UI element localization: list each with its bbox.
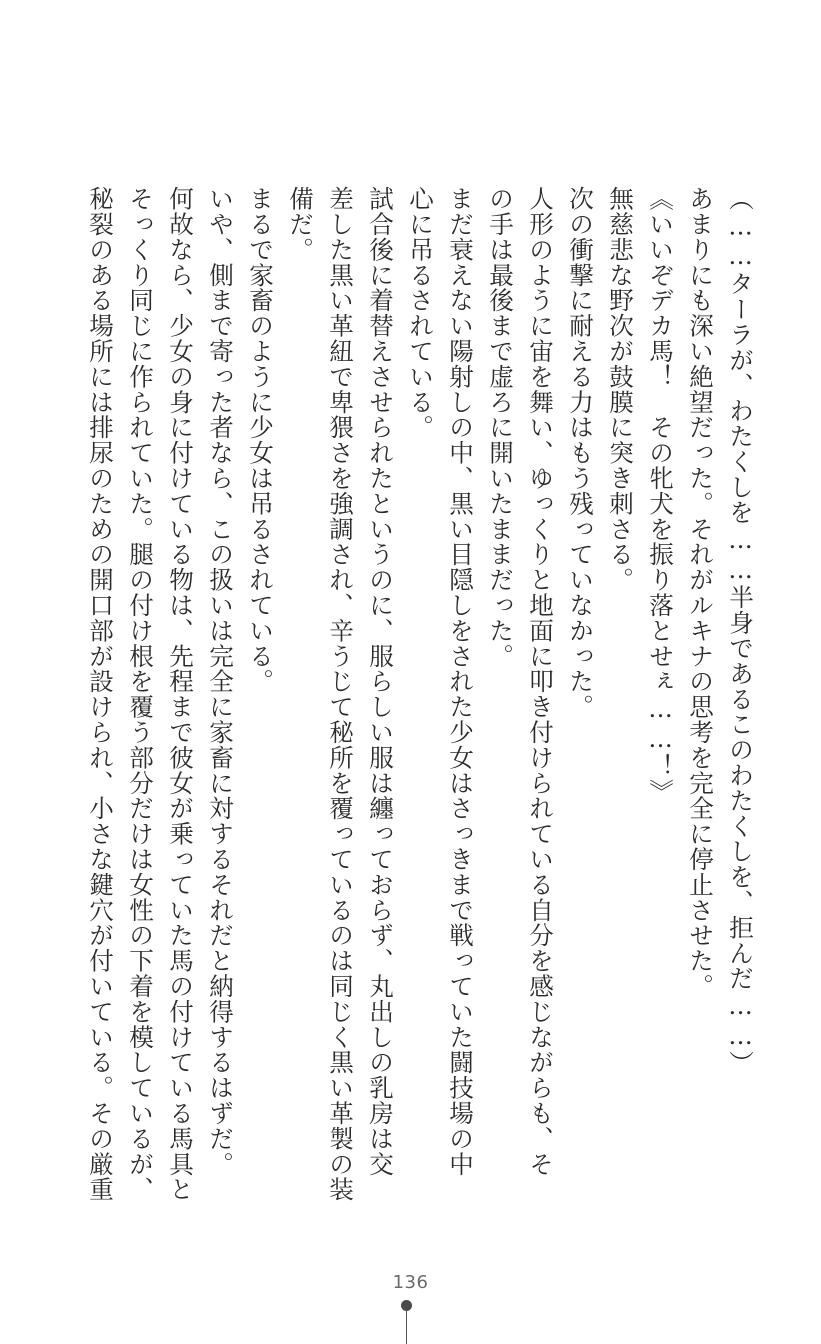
text-line: 秘裂のある場所には排尿のための開口部が設けられ、小さな鍵穴が付いている。その厳重 bbox=[86, 186, 115, 1202]
page-number: 136 bbox=[392, 1272, 429, 1293]
page-marker-line bbox=[406, 1310, 407, 1344]
text-line: 何故なら、少女の身に付けている物は、先程まで彼女が乗っていた馬の付けている馬具と bbox=[166, 186, 195, 1202]
text-line: 次の衝撃に耐える力はもう残っていなかった。 bbox=[566, 186, 595, 720]
text-line: 試合後に着替えさせられたというのに、服らしい服は纏っておらず、丸出しの乳房は交 bbox=[366, 186, 395, 1177]
text-line: （……ターラが、わたくしを……半身であるこのわたくしを、拒んだ……） bbox=[726, 186, 755, 1076]
text-line: まだ衰えない陽射しの中、黒い目隠しをされた少女はさっきまで戦っていた闘技場の中 bbox=[446, 186, 475, 1177]
text-line: の手は最後まで虚ろに開いたままだった。 bbox=[486, 186, 515, 669]
text-line: 《いいぞデカ馬！ その牝犬を振り落とせぇ……！》 bbox=[646, 186, 675, 805]
text-line: そっくり同じに作られていた。腿の付け根を覆う部分だけは女性の下着を模しているが、 bbox=[126, 186, 155, 1202]
text-line: まるで家畜のように少女は吊るされている。 bbox=[246, 186, 275, 694]
text-line: 備だ。 bbox=[286, 186, 315, 263]
vertical-text-body bbox=[86, 186, 760, 1202]
text-line: 心に吊るされている。 bbox=[406, 186, 435, 440]
text-line: 無慈悲な野次が鼓膜に突き刺さる。 bbox=[606, 186, 635, 593]
text-line: あまりにも深い絶望だった。それがルキナの思考を完全に停止させた。 bbox=[686, 186, 715, 999]
page-footer bbox=[0, 1272, 821, 1344]
text-line: いや、側まで寄った者なら、この扱いは完全に家畜に対するそれだと納得するはずだ。 bbox=[206, 186, 235, 1177]
text-line: 人形のように宙を舞い、ゆっくりと地面に叩き付けられている自分を感じながらも、そ bbox=[526, 186, 555, 1177]
text-line: 差した黒い革紐で卑猥さを強調され、辛うじて秘所を覆っているのは同じく黒い革製の装 bbox=[326, 186, 355, 1202]
